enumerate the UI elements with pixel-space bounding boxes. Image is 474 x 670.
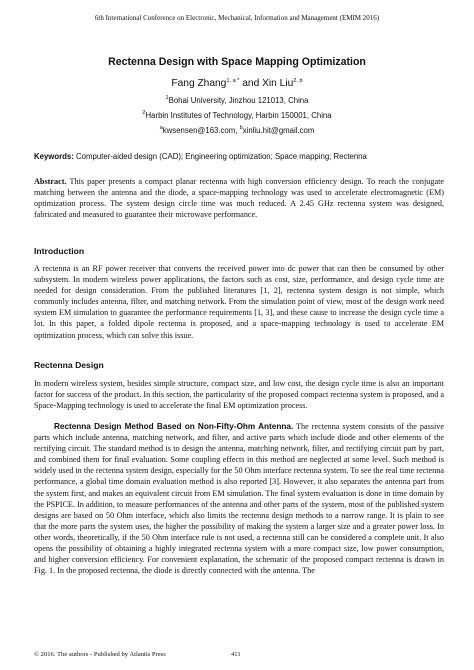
introduction-paragraph: A rectenna is an RF power receiver that converts the received power into dc power that can then be consumed by other subsystem. In modern wireless power applications, the factors such as cost, size, performance, and design cycle time are needed for design consideration. From the published literatures [1, 2], rectenna system design is not simple, which commonly includes antenna, filter, and matching network. From the simulation point of view, most of the design work need system EM simulation to guarantee the performance requirements [1, 3], and these cause to increase the design cycle time a lot. In this paper, a folded dipole rectenna is proposed, and a space-mapping technology is used to accelerate EM optimization process, which can solve this issue. bbox=[34, 264, 444, 340]
email-superscript: b bbox=[239, 125, 243, 131]
author-name: Xin Liu bbox=[262, 78, 294, 89]
keywords-label: Keywords: bbox=[34, 152, 74, 161]
email-superscript: a bbox=[159, 125, 163, 131]
affiliation bbox=[0, 96, 474, 105]
author-superscript: 1, a * bbox=[226, 78, 240, 84]
author-conjunction: and bbox=[242, 78, 260, 89]
email-address: xinliu.hit@gmail.com bbox=[242, 126, 315, 135]
conference-header: 6th International Conference on Electronic, Mechanical, Information and Management (EMIM 2016) bbox=[94, 14, 380, 22]
affiliation-text: Harbin Institutes of Technology, Harbin 150001, China bbox=[145, 111, 332, 120]
author-line bbox=[0, 78, 474, 89]
rectenna-method-paragraph bbox=[34, 421, 444, 576]
email-line bbox=[0, 126, 474, 135]
affiliation-superscript: 1 bbox=[165, 95, 169, 101]
affiliation-text: Bohai University, Jinzhou 121013, China bbox=[168, 96, 309, 105]
abstract-text: This paper presents a compact planar rectenna with high conversion efficiency design. To reach the conjugate matching between the antenna and the diode, a space-mapping technology was used to accelerate electromagnetic (EM) optimization process. The system design circle time was much reduced. A 2.45 GHz rectenna system was designed, fabricated and measured to guarantee their microwave performance. bbox=[34, 177, 444, 220]
author-superscript: 2, b bbox=[293, 78, 303, 84]
copyright-notice: © 2016. The authors - Published by Atlantis Press bbox=[34, 651, 166, 658]
author-name: Fang Zhang bbox=[171, 78, 227, 89]
email-address: kwsensen@163.com, bbox=[162, 126, 238, 135]
subsection-heading: Rectenna Design Method Based on Non-Fifty-Ohm Antenna. bbox=[54, 422, 294, 431]
paper-title: Rectenna Design with Space Mapping Optimization bbox=[108, 56, 366, 68]
section-heading-introduction: Introduction bbox=[34, 246, 85, 256]
section-heading-rectenna-design: Rectenna Design bbox=[34, 360, 104, 370]
keywords bbox=[34, 152, 444, 161]
rectenna-design-paragraph: In modern wireless system, besides simple structure, compact size, and low cost, the design cycle time is also an important factor for success of the product. In this section, the particularity of the proposed compact rectenna system is proposed, and a Space-Mapping technology is used to accelerate the final EM optimization process. bbox=[34, 379, 444, 411]
page-number: 411 bbox=[231, 651, 241, 658]
affiliation bbox=[0, 111, 474, 120]
rectenna-method-text: The rectenna system consists of the passive parts which include antenna, matching network, and filter, and active parts which include diode and other elements of the rectifying circuit. The standard method is to design the antenna, matching network, filter, and rectifying circuit part by part, and combined them for final evaluation. Some coupling effects in this method are neglected at some level. Such method is widely used in the rectenna system design, especially for the 50 Ohm interface rectenna system. To see the real time rectenna performance, a global time domain evaluation method is also reported [3]. However, it also separates the antenna part from the system first, and makes an equivalent circuit from EM simulation. The final system evaluation is done in time domain by the PSPICE. In addition, to measure performances of the antenna and other parts of the system, most of the published system designs are based on 50 Ohm interface, which also limits the rectenna design methods to a narrow range. It is plain to see that the more parts the system uses, the higher the possibility of making the system a larger size and a greater power loss. In other words, theoretically, if the 50 Ohm interface rule is not used, a rectenna still can be considered a complete unit. It also opens the possibility of obtaining a highly integrated rectenna system with a more compact size, low power consumption, and higher conversion efficiency. For convenient explanation, the schematic of the proposed compact rectenna is drawn in Fig. 1. In the proposed rectenna, the diode is directly connected with the antenna. The bbox=[34, 422, 444, 576]
abstract bbox=[34, 176, 444, 220]
keywords-text: Computer-aided design (CAD); Engineering optimization; Space mapping; Rectenna bbox=[76, 152, 367, 161]
abstract-label: Abstract. bbox=[34, 177, 67, 186]
affiliation-superscript: 2 bbox=[142, 110, 146, 116]
